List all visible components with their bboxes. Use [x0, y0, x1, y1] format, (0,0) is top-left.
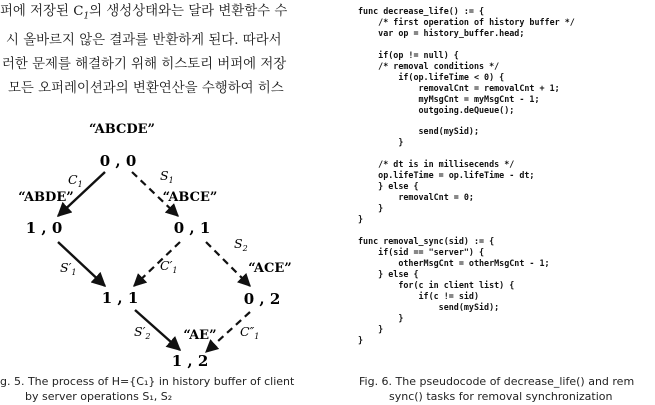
figure-6-caption [359, 374, 634, 404]
left-column [0, 0, 322, 405]
label-s2 [234, 236, 248, 253]
label-s2-sub: 2 [242, 244, 248, 253]
label-s2-prime-main: S′ [134, 324, 146, 339]
label-c1-prime-sub: 1 [172, 266, 178, 275]
label-s1-prime-sub: 1 [71, 268, 77, 277]
label-s2-main: S [234, 236, 243, 251]
paragraph-line-1-sub: 1 [83, 11, 90, 22]
label-s1 [160, 168, 174, 185]
state-space-graph [0, 108, 322, 373]
state-abce: “ABCE” [162, 190, 218, 205]
state-abcde: “ABCDE” [88, 122, 156, 137]
label-c1-sub: 1 [77, 180, 83, 189]
state-ace: “ACE” [248, 261, 292, 276]
vertex-0-0: 0 , 0 [99, 152, 137, 170]
state-ae: “AE” [183, 328, 217, 343]
vertex-1-0: 1 , 0 [25, 219, 63, 237]
paragraph-line-3: 러한 문제를 해결하기 위해 히스토리 버퍼에 저장 [2, 56, 287, 72]
vertex-1-2: 1 , 2 [171, 352, 209, 370]
paragraph-line-2: 시 올바르지 않은 결과를 반환하게 된다. 따라서 [6, 32, 282, 48]
label-s1-prime [60, 260, 77, 277]
figure-5-caption [0, 374, 294, 404]
edge-c1-prime [134, 242, 180, 286]
korean-paragraph [0, 0, 322, 101]
vertex-1-1: 1 , 1 [101, 289, 139, 307]
label-c1-prime-main: C′ [160, 258, 173, 273]
label-c1-main: C [68, 172, 78, 187]
paragraph-line-1-rest: 의 생성상태와는 달라 변환함수 수 [89, 4, 288, 19]
right-column [333, 0, 655, 405]
label-s2-prime [134, 324, 151, 341]
label-c1-prime [160, 258, 178, 275]
vertex-0-2: 0 , 2 [243, 290, 281, 308]
figure-6-caption-line-2: sync() tasks for removal synchronization [389, 390, 613, 403]
label-c1 [68, 172, 83, 189]
label-s1-sub: 1 [168, 176, 174, 185]
label-c1-double-prime [240, 324, 259, 341]
label-s2-prime-sub: 2 [145, 332, 151, 341]
paragraph-line-4: 모든 오퍼레이션과의 변환연산을 수행하여 히스 [8, 80, 284, 96]
label-s1-prime-main: S′ [60, 260, 72, 275]
label-c1-double-prime-sub: 1 [254, 332, 260, 341]
vertex-0-1: 0 , 1 [173, 219, 211, 237]
label-s1-main: S [160, 168, 169, 183]
figure-5-caption-line-1: g. 5. The process of H={C₁} in history buffer of client [0, 375, 295, 388]
paragraph-line-1-text: 퍼에 저장된 C [0, 4, 84, 19]
pseudocode-block: func decrease_life() := { /* first operation of history buffer */ var op = history_buffer.head; if(op != null) { /* removal conditions */ if(op.lifeTime < 0) { removalCnt = removalCnt + 1; myMsgCnt = myMsgCnt - 1; outgoing.deQueue(); send(mySid); } /* dt is in millisecends */ op.lifeTime = op.lifeTime - dt; } else { removalCnt = 0; } } func removal_sync(sid) := { if(sid == "server") { otherMsgCnt = otherMsgCnt - 1; } else { for(c in client list) { if(c != sid) send(mySid); } } } [358, 6, 575, 345]
paragraph-line-1 [0, 0, 322, 29]
state-abde: “ABDE” [18, 190, 74, 205]
figure-5-caption-line-2: by server operations S₁, S₂ [25, 390, 173, 403]
figure-6-caption-line-1: Fig. 6. The pseudocode of decrease_life() and rem [359, 375, 635, 388]
label-c1-double-prime-main: C″ [240, 324, 255, 339]
